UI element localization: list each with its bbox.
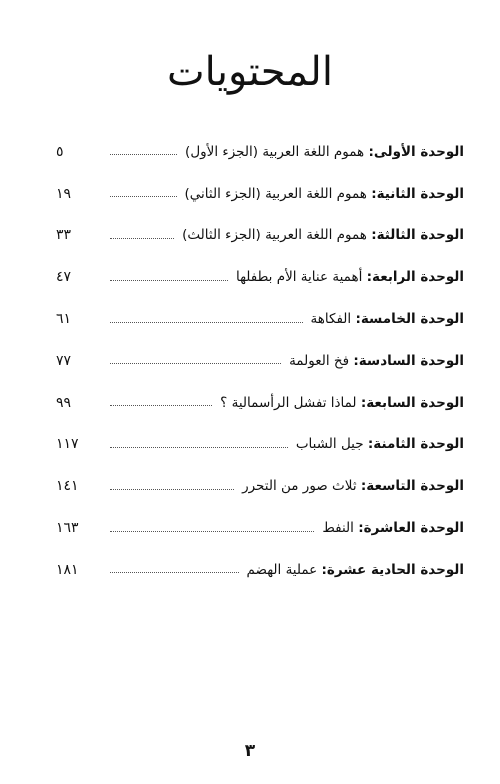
topic-title: عملية الهضم (246, 561, 318, 578)
separator: : (368, 143, 374, 160)
separator: : (371, 185, 377, 202)
page-title: المحتويات (167, 49, 333, 95)
separator: : (366, 269, 373, 286)
entry-text (236, 269, 464, 285)
separator: : (355, 311, 361, 328)
toc-entry (56, 131, 464, 173)
toc-entry (56, 215, 464, 257)
dot-leader (110, 353, 281, 364)
toc-entry (56, 298, 464, 340)
separator: : (371, 227, 377, 244)
separator: : (367, 436, 374, 453)
topic-title: لماذا تفشل الرأسمالية ؟ (220, 394, 357, 411)
entry-text (247, 562, 465, 578)
topic-title: هموم اللغة العربية (الجزء الثالث) (182, 227, 367, 244)
page-number: ٧٧ (56, 352, 72, 369)
topic-title: هموم اللغة العربية (الجزء الأول) (185, 143, 365, 160)
dot-leader (110, 521, 314, 532)
page-number: ٣٣ (56, 227, 72, 244)
table-of-contents (56, 131, 464, 591)
entry-text (296, 436, 464, 452)
entry-text (185, 186, 464, 202)
unit-label: الوحدة التاسعة (366, 478, 464, 495)
toc-entry (56, 507, 464, 549)
page-number: ١٩ (56, 185, 72, 202)
topic-title: هموم اللغة العربية (الجزء الثاني) (184, 185, 367, 202)
separator: : (360, 478, 367, 495)
entry-text (182, 227, 464, 243)
entry-text (242, 478, 464, 494)
entry-text (185, 144, 464, 160)
topic-title: الفكاهة (310, 311, 352, 328)
separator: : (360, 394, 367, 411)
page-number: ٥ (56, 143, 64, 160)
unit-label: الوحدة الثانية (376, 185, 464, 202)
topic-title: ثلاث صور من التحرر (242, 478, 357, 495)
unit-label: الوحدة السابعة (366, 394, 464, 411)
page-number: ١١٧ (56, 436, 79, 453)
toc-entry (56, 340, 464, 382)
unit-label: الوحدة العاشرة (363, 520, 464, 537)
dot-leader (110, 312, 303, 323)
unit-label: الوحدة الخامسة (360, 311, 464, 328)
toc-entry (56, 382, 464, 424)
page-number: ١٦٣ (56, 520, 79, 537)
entry-text (220, 395, 464, 411)
topic-title: جيل الشباب (295, 436, 364, 453)
unit-label: الوحدة الأولى (373, 143, 464, 160)
separator: : (321, 561, 327, 578)
toc-entry (56, 173, 464, 215)
toc-entry (56, 256, 464, 298)
dot-leader (110, 479, 234, 490)
topic-title: أهمية عناية الأم بطفلها (235, 269, 363, 286)
page-number: ٩٩ (56, 394, 72, 411)
topic-title: النفط (322, 520, 354, 537)
dot-leader (110, 395, 212, 406)
toc-entry (56, 424, 464, 466)
dot-leader (110, 228, 174, 239)
page-number: ٦١ (56, 311, 72, 328)
page-number: ١٨١ (56, 561, 79, 578)
page-number: ٤٧ (56, 269, 72, 286)
topic-title: فخ العولمة (289, 352, 350, 369)
toc-entry (56, 549, 464, 591)
unit-label: الوحدة الحادية عشرة (326, 561, 464, 578)
unit-label: الوحدة الرابعة (372, 269, 464, 286)
footer-page-number: ٣ (244, 741, 256, 761)
dot-leader (110, 270, 228, 281)
entry-text (311, 311, 464, 327)
dot-leader (110, 186, 177, 197)
dot-leader (110, 144, 177, 155)
dot-leader (110, 437, 288, 448)
unit-label: الوحدة السادسة (358, 352, 464, 369)
separator: : (353, 352, 359, 369)
entry-text (289, 353, 464, 369)
dot-leader (110, 562, 239, 573)
page-number: ١٤١ (56, 478, 79, 495)
unit-label: الوحدة الثامنة (373, 436, 464, 453)
separator: : (358, 520, 364, 537)
toc-entry (56, 465, 464, 507)
unit-label: الوحدة الثالثة (376, 227, 464, 244)
entry-text (322, 520, 464, 536)
